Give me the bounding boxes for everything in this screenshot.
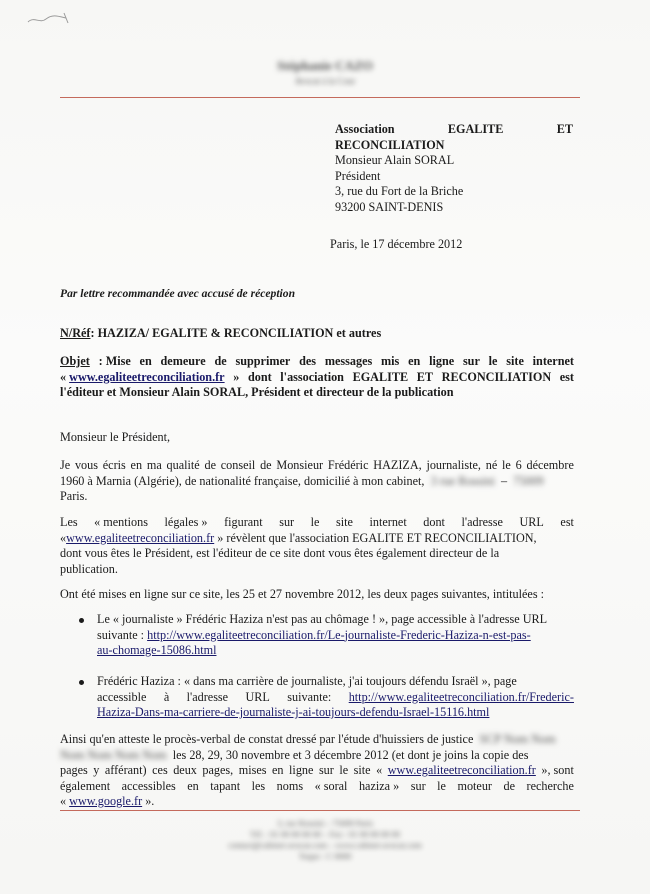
recipient-city: 93200 SAINT-DENIS xyxy=(335,199,444,214)
reference-line xyxy=(60,326,574,342)
recipient-role: Président xyxy=(335,168,381,183)
reference-label: N/Réf xyxy=(60,326,91,340)
paragraph-1: Je vous écris en ma qualité de conseil de Monsieur Frédéric HAZIZA, journaliste, né le 6 décembre 1960 à Marnia (Algérie), de nationalité française, domicilié à mon cabinet, 3 rue Rossini – 75009 Paris. xyxy=(60,458,574,503)
article-link-2[interactable]: http://www.egaliteetreconciliation.fr/Frederic- xyxy=(348,689,574,704)
site-link[interactable]: www.egaliteetreconciliation.fr xyxy=(69,369,225,384)
site-link[interactable]: www.egaliteetreconciliation.fr xyxy=(387,763,536,777)
object-line-2: « www.egaliteetreconciliation.fr » dont l'association EGALITE ET RECONCILIATION est xyxy=(60,369,574,384)
article-link-1[interactable]: http://www.egaliteetreconciliation.fr/Le-journaliste-Frederic-Haziza-n-est-pas- xyxy=(147,627,531,642)
paragraph-4: Ainsi qu'en atteste le procès-verbal de constat dressé par l'étude d'huissiers de justice SCP Nom Nom Nom Nom Nom Nom les 28, 29, 30 novembre et 3 décembre 2012 (et dont je joins la copie des pages y afférant) ces deux pages, mises en ligne sur le site « www.egaliteetreconciliation.fr », sont également accessibles en tapant les noms « soral haziza » sur le moteur de recherche « www.google.fr ». xyxy=(60,732,574,808)
article-link-2-cont[interactable]: Haziza-Dans-ma-carriere-de-journaliste-j-ai-toujours-defendu-Israel-15116.html xyxy=(97,705,490,719)
object-paragraph xyxy=(60,354,574,401)
paragraph-2: Les « mentions légales » figurant sur le site internet dont l'adresse URL est «www.egaliteetreconciliation.fr » révèlent que l'association EGALITE ET RECONCILIALTION, dont vous êtes le Président, est l'éditeur de ce site dont vous êtes également directeur de la publication. xyxy=(60,515,574,576)
letterhead-name: Stéphanie CAZO xyxy=(277,58,373,73)
object-label: Objet xyxy=(60,354,90,368)
redacted-postcode: 75009 xyxy=(513,473,544,488)
redacted-address: 3 rue Rossini xyxy=(430,473,495,488)
letterhead-subtitle: Avocat à la Cour xyxy=(294,76,356,86)
handwritten-mark xyxy=(26,10,74,28)
reference-text: : HAZIZA/ EGALITE & RECONCILIATION et autres xyxy=(90,326,382,340)
recipient-person: Monsieur Alain SORAL xyxy=(335,153,455,167)
date-line: Paris, le 17 décembre 2012 xyxy=(330,237,463,251)
site-link[interactable]: www.egaliteetreconciliation.fr xyxy=(66,530,215,545)
mail-mode: Par lettre recommandée avec accusé de réception xyxy=(60,287,296,300)
bullet-item-2: Frédéric Haziza : « dans ma carrière de journaliste, j'ai toujours défendu Israël », page accessible à l'adresse URL suivante: http://www.egaliteetreconciliation.fr/Frederic- Haziza-Dans-ma-carriere-de-journaliste-j-ai-toujours-defendu-Israel-15116.html xyxy=(79,674,574,721)
recipient-line-1: Association EGALITE ET xyxy=(335,122,573,136)
object-line-1: Objet : Mise en demeure de supprimer des messages mis en ligne sur le site internet xyxy=(60,354,574,368)
header-rule xyxy=(60,97,580,98)
bullet-dot xyxy=(79,618,84,623)
redacted-bailiff-names: Nom Nom Nom Nom xyxy=(60,747,167,762)
footer-contact: contact@cabinet-avocat.com – www.cabinet-avocat.com xyxy=(228,840,422,850)
google-link[interactable]: www.google.fr xyxy=(69,794,143,808)
recipient-block xyxy=(335,122,573,215)
redacted-bailiff: SCP Nom Nom xyxy=(479,732,556,746)
bullet-item-1: Le « journaliste » Frédéric Haziza n'est pas au chômage ! », page accessible à l'adresse URL suivante : http://www.egaliteetreconciliation.fr/Le-journaliste-Frederic-Haziza-n-est-pas- au-chomage-15086.html xyxy=(79,612,574,659)
object-line-3: l'éditeur et Monsieur Alain SORAL, Président et directeur de la publication xyxy=(60,385,454,399)
footer-address: 3, rue Rossini – 75009 Paris xyxy=(277,818,373,828)
bullet-dot xyxy=(79,680,84,685)
recipient-street: 3, rue du Fort de la Briche xyxy=(335,184,464,198)
article-link-1-cont[interactable]: au-chomage-15086.html xyxy=(97,643,217,657)
footer-rule xyxy=(60,810,580,811)
salutation: Monsieur le Président, xyxy=(60,430,171,444)
footer-phone: Tél. : 01 00 00 00 00 – Fax : 01 00 00 00 00 xyxy=(250,829,400,839)
recipient-org: RECONCILIATION xyxy=(335,137,445,152)
paragraph-3: Ont été mises en ligne sur ce site, les 25 et 27 novembre 2012, les deux pages suivantes, intitulées : xyxy=(60,587,545,601)
footer-toque: Toque : C 0000 xyxy=(298,851,352,861)
